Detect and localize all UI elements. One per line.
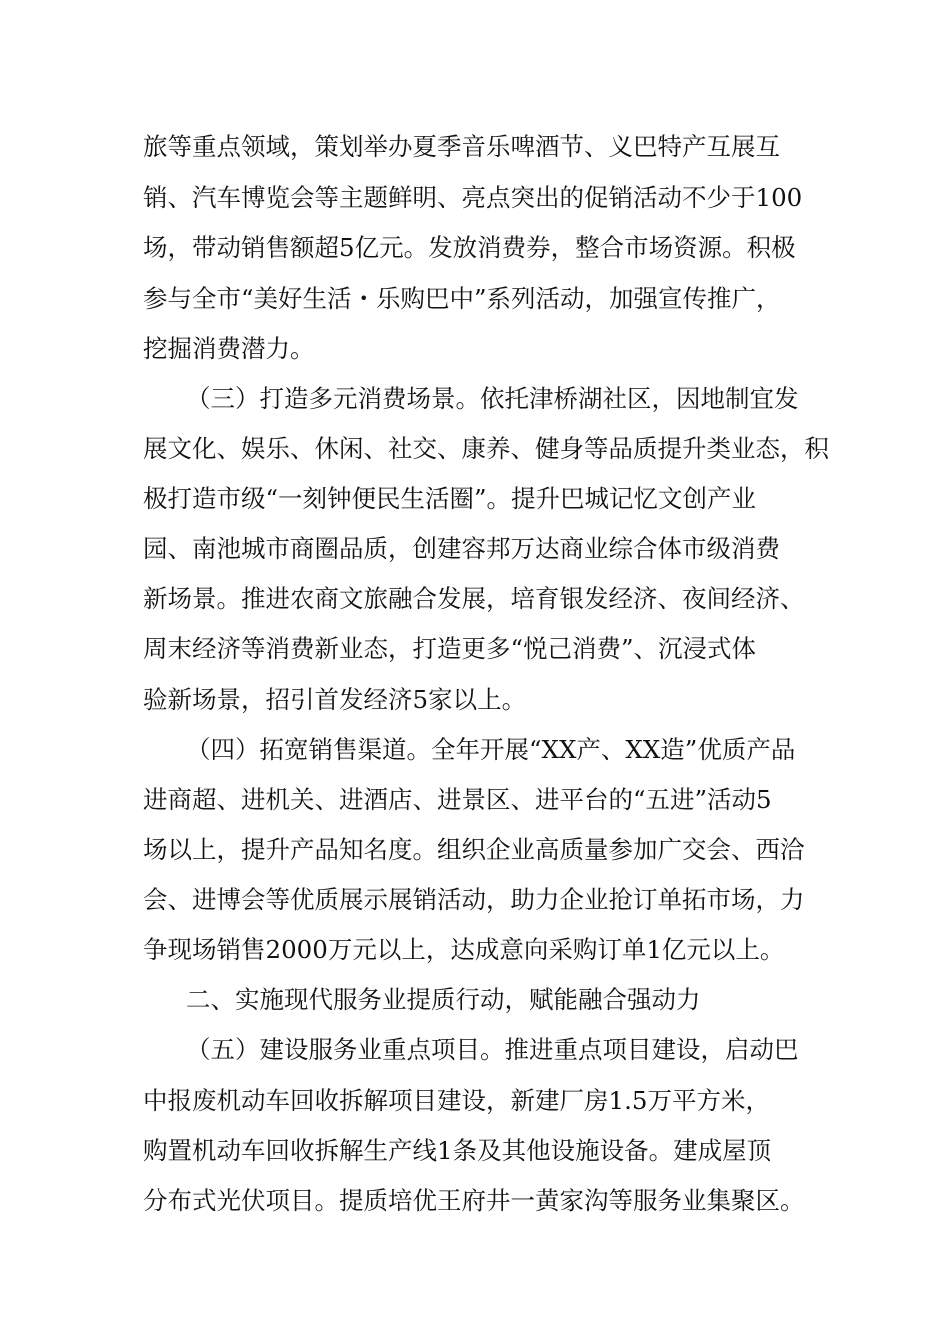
text-line: 周末经济等消费新业态，打造更多“悦己消费”、沉浸式体 xyxy=(143,634,757,663)
paragraph-heading-4: （四）拓宽销售渠道。全年开展“XX产、XX造”优质产品 xyxy=(186,735,796,764)
text-line: 销、汽车博览会等主题鲜明、亮点突出的促销活动不少于100 xyxy=(143,183,803,212)
text-line: 分布式光伏项目。提质培优王府井一黄家沟等服务业集聚区。 xyxy=(143,1186,805,1215)
text-line: 会、进博会等优质展示展销活动，助力企业抢订单拓市场，力 xyxy=(143,885,805,914)
text-line: 极打造市级“一刻钟便民生活圈”。提升巴城记忆文创产业 xyxy=(143,484,757,513)
text-line: 挖掘消费潜力。 xyxy=(143,334,315,363)
paragraph-heading-5: （五）建设服务业重点项目。推进重点项目建设，启动巴 xyxy=(186,1035,799,1064)
text-line: 新场景。推进农商文旅融合发展，培育银发经济、夜间经济、 xyxy=(143,584,805,613)
text-line: 进商超、进机关、进酒店、进景区、进平台的“五进”活动5 xyxy=(143,785,772,814)
text-line: 验新场景，招引首发经济5家以上。 xyxy=(143,685,527,714)
text-line: 园、南池城市商圈品质，创建容邦万达商业综合体市级消费 xyxy=(143,534,780,563)
text-line: 旅等重点领域，策划举办夏季音乐啤酒节、义巴特产互展互 xyxy=(143,132,780,161)
paragraph-heading-3: （三）打造多元消费场景。依托津桥湖社区，因地制宜发 xyxy=(186,384,799,413)
section-heading-2: 二、实施现代服务业提质行动，赋能融合强动力 xyxy=(186,985,701,1014)
text-line: 购置机动车回收拆解生产线1条及其他设施设备。建成屋顶 xyxy=(143,1136,772,1165)
text-line: 场，带动销售额超5亿元。发放消费券，整合市场资源。积极 xyxy=(143,233,796,262)
text-line: 场以上，提升产品知名度。组织企业高质量参加广交会、西洽 xyxy=(143,835,805,864)
text-line: 中报废机动车回收拆解项目建设，新建厂房1.5万平方米， xyxy=(143,1086,770,1115)
text-line: 展文化、娱乐、休闲、社交、康养、健身等品质提升类业态，积 xyxy=(143,434,829,463)
text-line: 参与全市“美好生活・乐购巴中”系列活动，加强宣传推广， xyxy=(143,284,781,313)
text-line: 争现场销售2000万元以上，达成意向采购订单1亿元以上。 xyxy=(143,935,785,964)
